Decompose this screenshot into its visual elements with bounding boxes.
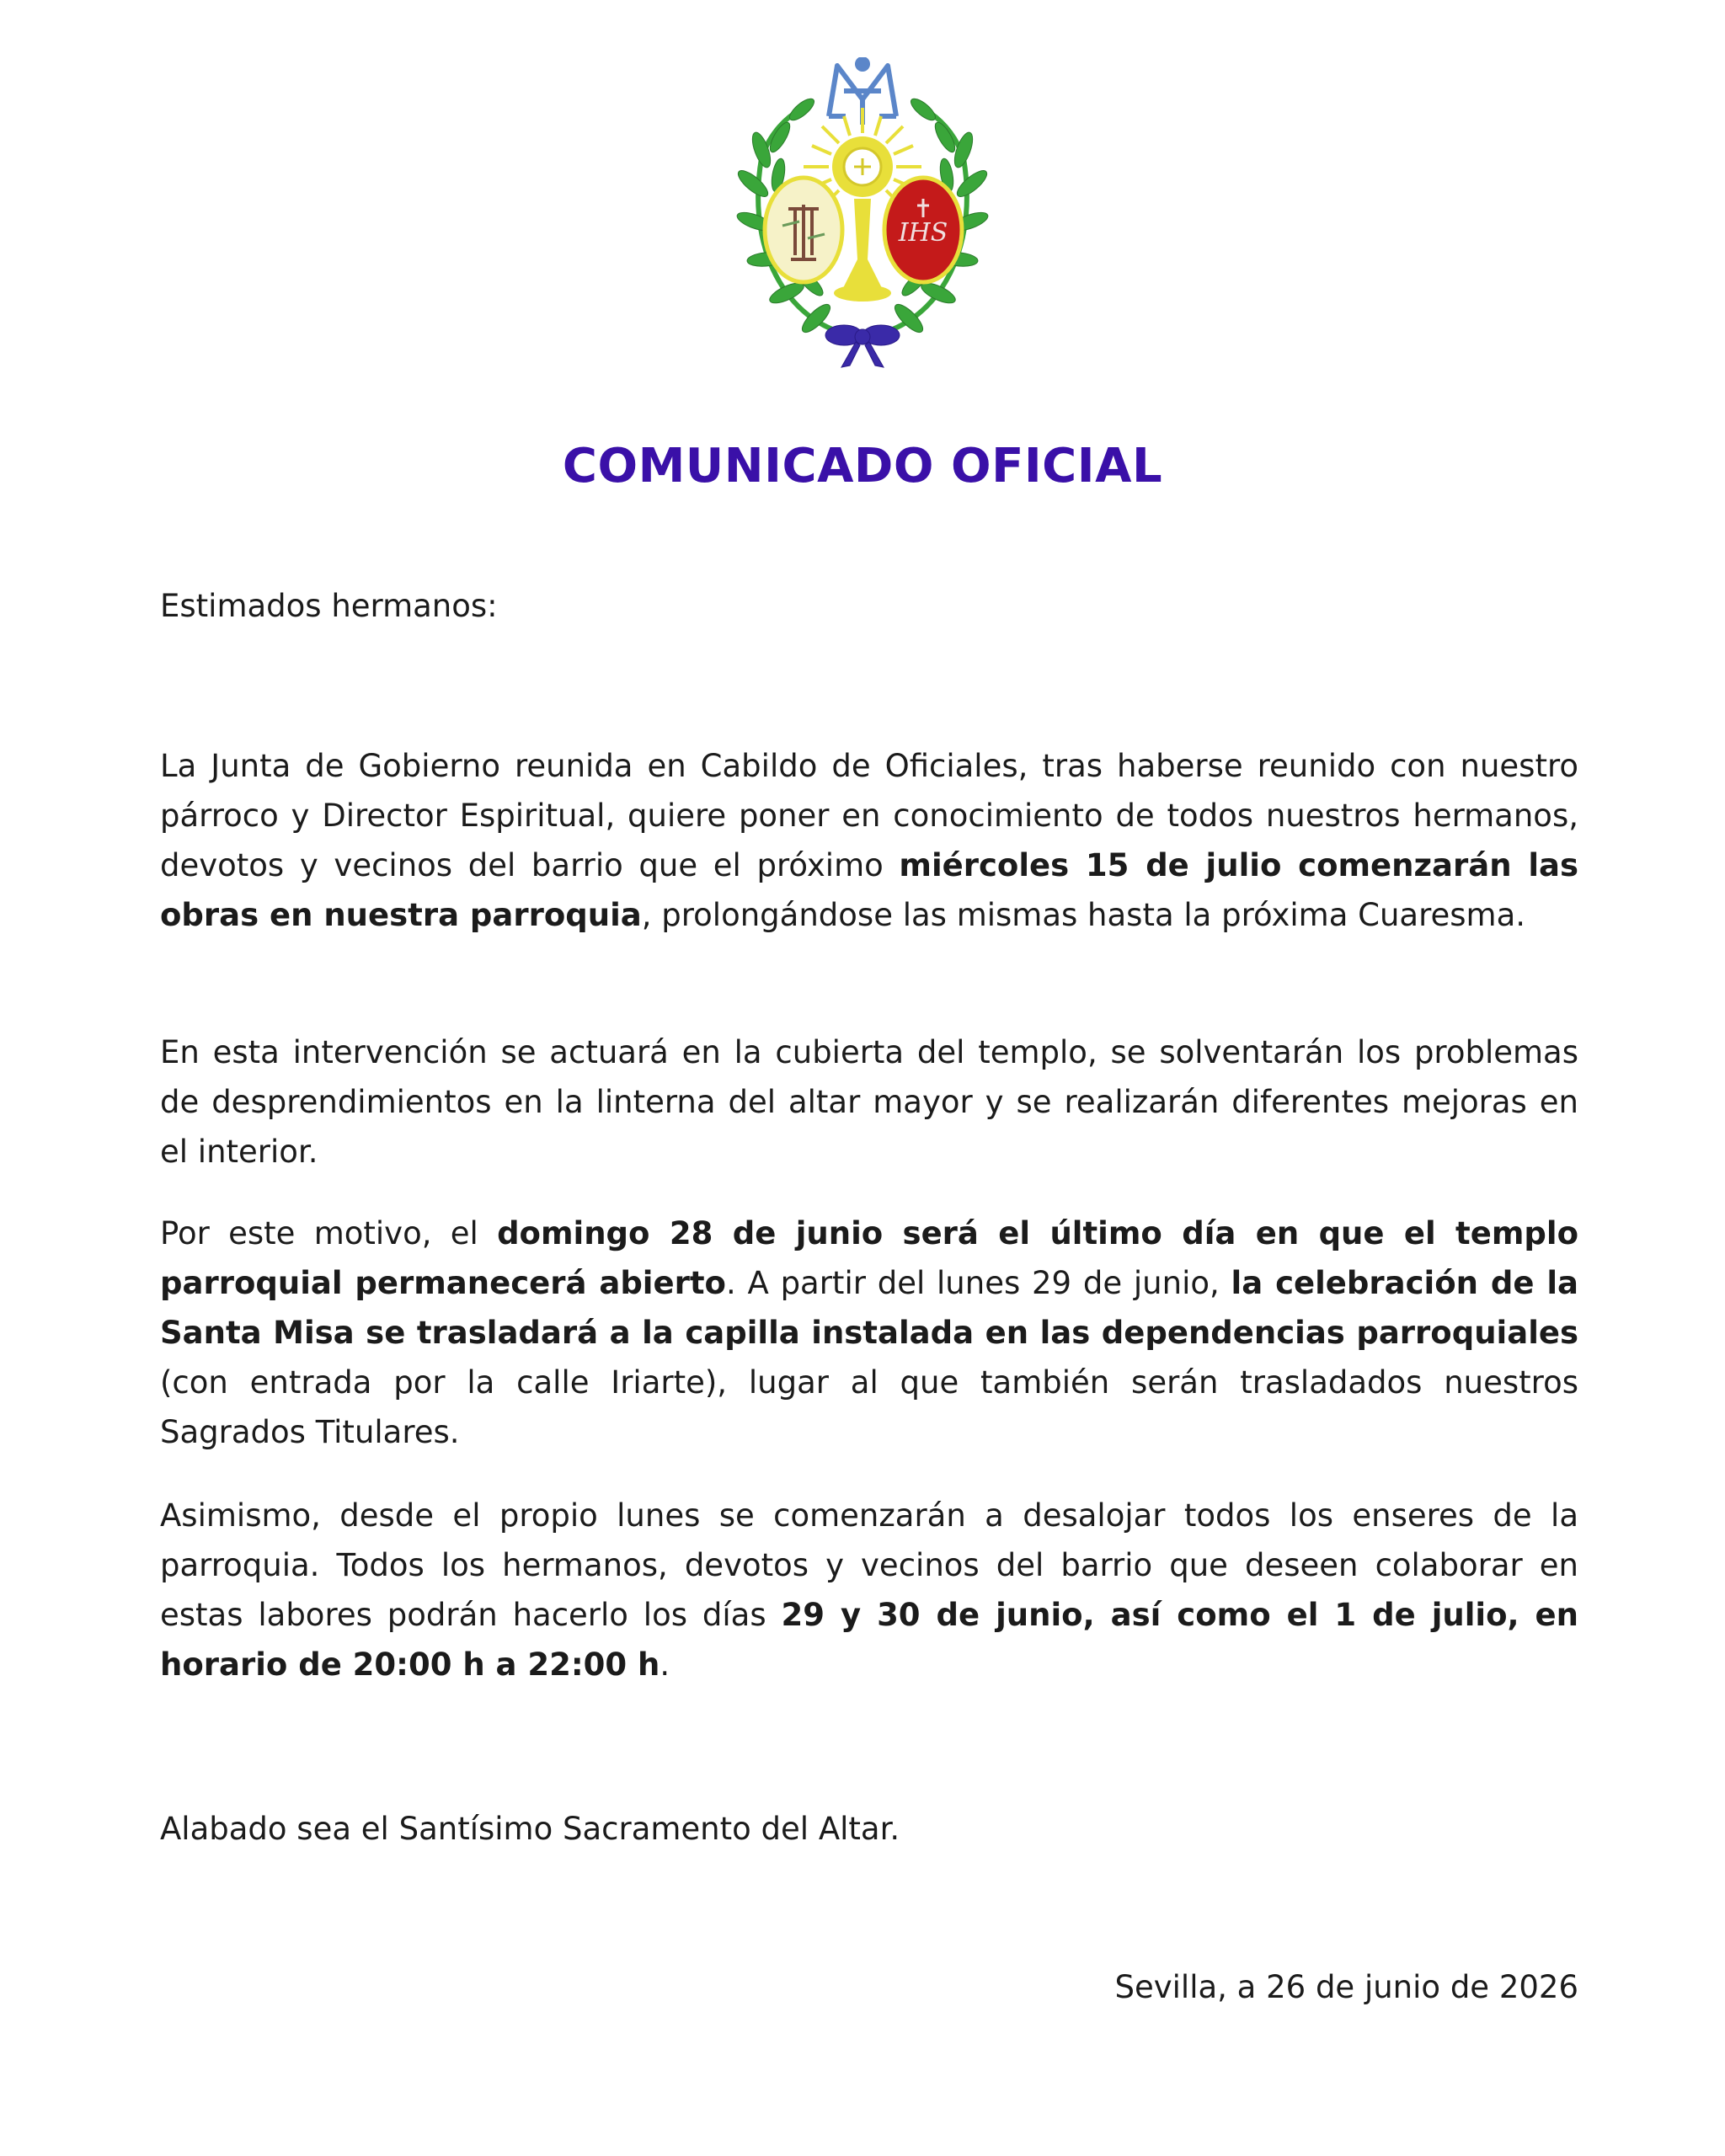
paragraph-1 <box>160 741 1578 940</box>
text-run: En esta intervención se actuará en la cubierta del templo, se solventarán los problemas de desprendimientos en la linterna del altar mayor y se realizarán diferentes mejoras en el interior. <box>160 1034 1578 1170</box>
left-medallion-icon <box>765 178 842 282</box>
ribbon-bow-icon <box>825 325 900 367</box>
text-run: . A partir del lunes 29 de junio, <box>725 1265 1231 1301</box>
text-run: La Junta de Gobierno reunida en Cabildo de Oficiales, tras haberse reunido con nuestro párroco y Director Espiritual, quiere poner en conocimiento de todos nuestros hermanos, devotos y vecinos del barrio que el próximo <box>160 748 1578 883</box>
date-line: Sevilla, a 26 de junio de 2026 <box>1114 1969 1578 2005</box>
right-medallion-ihs-icon <box>884 178 962 282</box>
text-run: , prolongándose las mismas hasta la próxima Cuaresma. <box>641 897 1526 933</box>
bold-text-run: la celebración de la Santa Misa se trasladará a la capilla instalada en las dependencias parroquiales <box>160 1265 1578 1351</box>
bold-text-run: 29 y 30 de junio, así como el 1 de julio, en horario de 20:00 h a 22:00 h <box>160 1597 1578 1683</box>
bold-text-run: miércoles 15 de julio comenzarán las obras en nuestra parroquia <box>160 847 1578 933</box>
page-title: COMUNICADO OFICIAL <box>562 438 1163 494</box>
paragraph-2 <box>160 1027 1578 1177</box>
text-run: . <box>660 1646 670 1683</box>
text-run: Por este motivo, el <box>160 1215 498 1251</box>
closing-line: Alabado sea el Santísimo Sacramento del Altar. <box>160 1811 900 1847</box>
bold-text-run: domingo 28 de junio será el último día en que el templo parroquial permanecerá abierto <box>160 1215 1578 1301</box>
text-run: (con entrada por la calle Iriarte), lugar al que también serán trasladados nuestros Sagrados Titulares. <box>160 1364 1578 1450</box>
svg-text:IHS: IHS <box>898 218 948 248</box>
paragraph-4 <box>160 1491 1578 1689</box>
paragraph-3 <box>160 1209 1578 1457</box>
text-run: Asimismo, desde el propio lunes se comenzarán a desalojar todos los enseres de la parroquia. Todos los hermanos, devotos y vecinos del barrio que deseen colaborar en estas labores podrán hacerlo los días <box>160 1497 1578 1633</box>
brotherhood-crest-logo <box>728 57 997 371</box>
greeting-line: Estimados hermanos: <box>160 588 498 624</box>
